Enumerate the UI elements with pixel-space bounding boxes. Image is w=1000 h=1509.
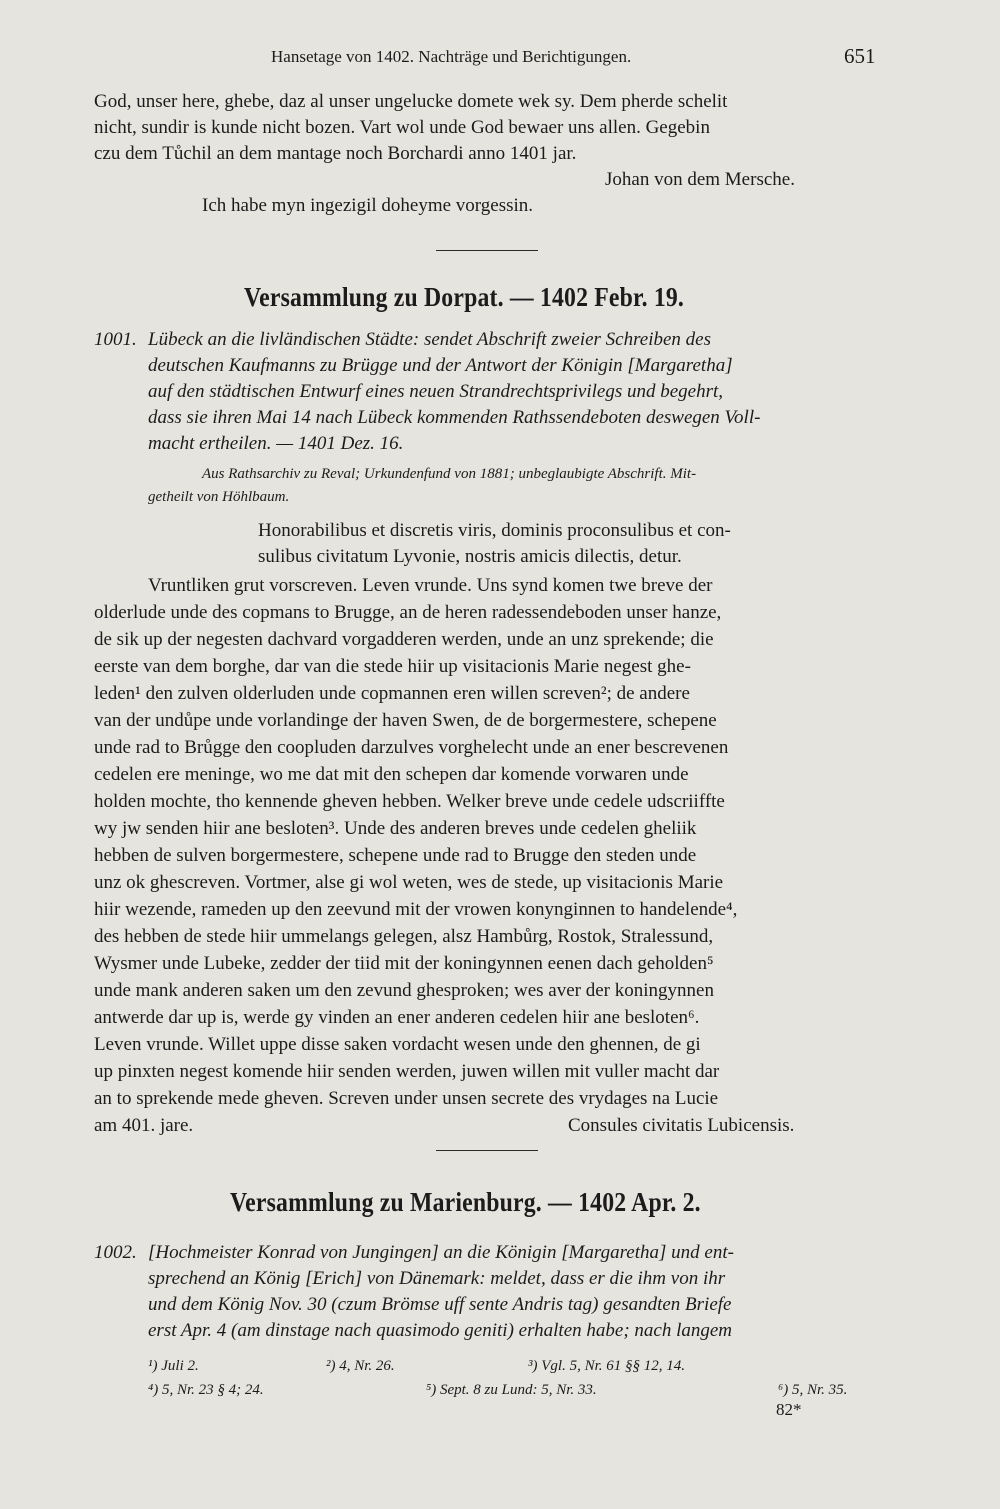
regest-line: sprechend an König [Erich] von Dänemark: meldet, dass er die ihm von ihr: [148, 1268, 726, 1289]
body-line: cedelen ere meninge, wo me dat mit den schepen dar komende vorwaren unde: [94, 764, 689, 785]
body-line: Leven vrunde. Willet uppe disse saken vordacht wesen unde den ghennen, de gi: [94, 1034, 701, 1055]
footnote: ³) Vgl. 5, Nr. 61 §§ 12, 14.: [528, 1358, 686, 1374]
text-line: nicht, sundir is kunde nicht bozen. Vart wol unde God bewaer uns allen. Gegebin: [94, 117, 710, 138]
body-line: wy jw senden hiir ane besloten³. Unde des anderen breves unde cedelen gheliik: [94, 818, 697, 839]
regest-line: auf den städtischen Entwurf eines neuen Strandrechtsprivilegs und begehrt,: [148, 381, 724, 402]
body-line: de sik up der negesten dachvard vorgadderen werden, unde an unz sprekende; die: [94, 629, 714, 650]
footnote: ⁶) 5, Nr. 35.: [778, 1382, 848, 1398]
text-line: God, unser here, ghebe, daz al unser ungelucke domete wek sy. Dem pherde schelit: [94, 91, 728, 112]
entry-number: 1002.: [94, 1242, 137, 1263]
footnote: ¹) Juli 2.: [148, 1358, 199, 1374]
body-line: holden mochte, tho kennende gheven hebben. Welker breve unde cedele udscriiffte: [94, 791, 725, 812]
source-note: Aus Rathsarchiv zu Reval; Urkundenfund von 1881; unbeglaubigte Abschrift. Mit-: [202, 466, 697, 482]
text-line: czu dem Tůchil an dem mantage noch Borchardi anno 1401 jar.: [94, 143, 577, 164]
body-line: des hebben de stede hiir ummelangs gelegen, alsz Hambůrg, Rostok, Stralessund,: [94, 926, 714, 947]
body-line: unde rad to Brůgge den coopluden darzulves vorghelecht unde an ener bescrevenen: [94, 737, 729, 758]
body-line: hiir wezende, rameden up den zeevund mit der vrowen konynginnen to handelende⁴,: [94, 899, 738, 920]
source-note: getheilt von Höhlbaum.: [148, 489, 290, 505]
entry-number: 1001.: [94, 329, 137, 350]
running-title: Hansetage von 1402. Nachträge und Berichtigungen.: [271, 47, 632, 66]
body-line: unde mank anderen saken um den zevund ghesproken; wes aver der koningynnen: [94, 980, 714, 1001]
letter-signature: Johan von dem Mersche.: [605, 169, 795, 190]
body-line: an to sprekende mede gheven. Screven under unsen secrete des vrydages na Lucie: [94, 1088, 719, 1109]
regest-line: [Hochmeister Konrad von Jungingen] an die Königin [Margaretha] und ent-: [148, 1242, 734, 1263]
body-line: eerste van dem borghe, dar van die stede hiir up visitacionis Marie negest ghe-: [94, 656, 691, 677]
regest-line: Lübeck an die livländischen Städte: sendet Abschrift zweier Schreiben des: [148, 329, 712, 350]
letter-closing: Consules civitatis Lubicensis.: [568, 1115, 795, 1136]
body-line: am 401. jare.: [94, 1115, 194, 1136]
body-line: olderlude unde des copmans to Brugge, an de heren radessendeboden unser hanze,: [94, 602, 722, 623]
footnote: ²) 4, Nr. 26.: [326, 1358, 395, 1374]
address-line: sulibus civitatum Lyvonie, nostris amicis dilectis, detur.: [258, 546, 682, 567]
section-heading: Versammlung zu Dorpat. — 1402 Febr. 19.: [244, 282, 685, 312]
body-line: Vruntliken grut vorscreven. Leven vrunde. Uns synd komen twe breve der: [148, 575, 713, 596]
address-line: Honorabilibus et discretis viris, dominis proconsulibus et con-: [258, 520, 731, 541]
body-line: unz ok ghescreven. Vortmer, alse gi wol weten, wes de stede, up visitacionis Marie: [94, 872, 724, 893]
seal-note: Ich habe myn ingezigil doheyme vorgessin.: [202, 195, 534, 216]
body-line: hebben de sulven borgermestere, schepene unde rad to Brugge den steden unde: [94, 845, 697, 866]
signature-mark: 82*: [776, 1400, 802, 1419]
regest-line: und dem König Nov. 30 (czum Brömse uff sente Andris tag) gesandten Briefe: [148, 1294, 732, 1315]
footnote: ⁵) Sept. 8 zu Lund: 5, Nr. 33.: [426, 1382, 597, 1398]
regest-line: macht ertheilen. — 1401 Dez. 16.: [148, 433, 404, 454]
body-line: antwerde dar up is, werde gy vinden an ener anderen cedelen hiir ane besloten⁶.: [94, 1007, 700, 1028]
body-line: Wysmer unde Lubeke, zedder der tiid mit der koningynnen eenen dach geholden⁵: [94, 953, 714, 974]
section-divider: [436, 250, 538, 251]
footnote: ⁴) 5, Nr. 23 § 4; 24.: [148, 1382, 264, 1398]
regest-line: erst Apr. 4 (am dinstage nach quasimodo geniti) erhalten habe; nach langem: [148, 1320, 733, 1341]
regest-line: deutschen Kaufmanns zu Brügge und der Antwort der Königin [Margaretha]: [148, 355, 733, 376]
page-number: 651: [844, 44, 876, 68]
section-heading: Versammlung zu Marienburg. — 1402 Apr. 2.: [230, 1187, 701, 1217]
body-line: leden¹ den zulven olderluden unde copmannen eren willen screven²; de andere: [94, 683, 690, 704]
body-line: van der undůpe unde vorlandinge der haven Swen, de de borgermestere, schepene: [94, 710, 717, 731]
section-divider: [436, 1150, 538, 1151]
body-line: up pinxten negest komende hiir senden werden, juwen willen mit vuller macht dar: [94, 1061, 720, 1082]
regest-line: dass sie ihren Mai 14 nach Lübeck kommenden Rathssendeboten deswegen Voll-: [148, 407, 761, 428]
